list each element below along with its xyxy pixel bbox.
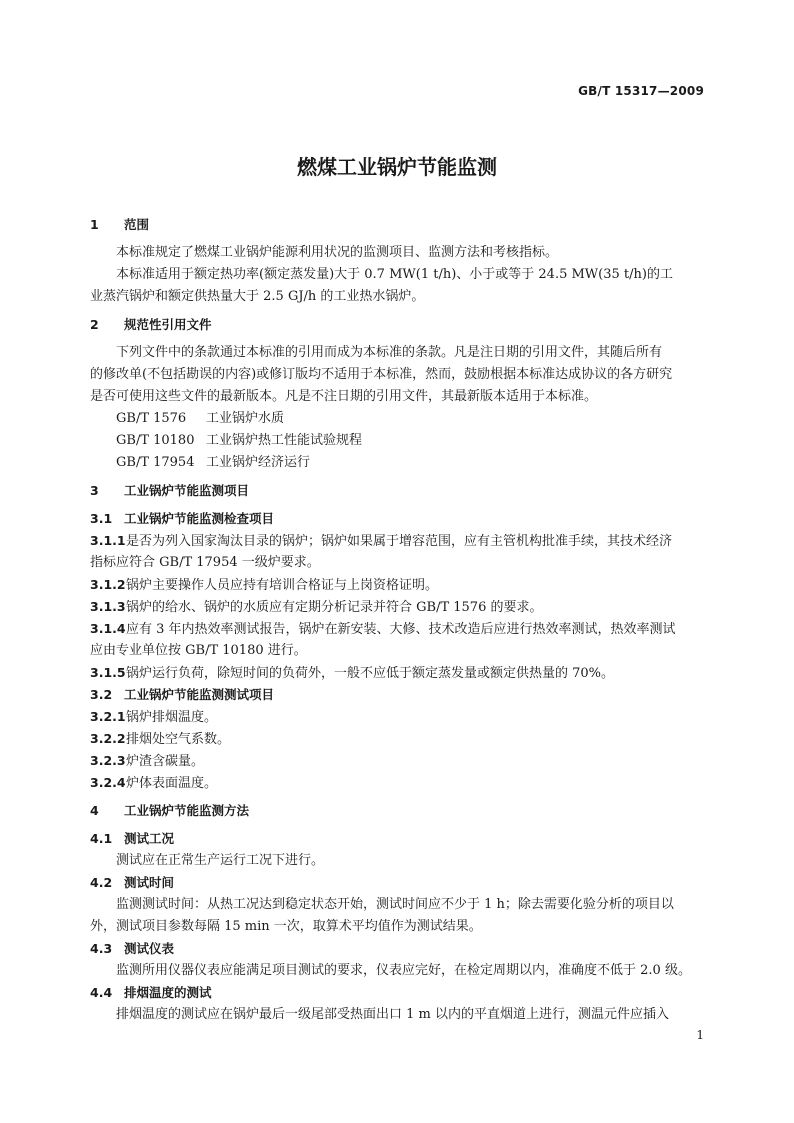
standard-number: GB/T 15317—2009 xyxy=(578,84,704,98)
paragraph: 监测测试时间：从热工况达到稳定状态开始，测试时间应不少于 1 h；除去需要化验分析的项目以 xyxy=(116,897,674,912)
clause: 3.2.1锅炉排烟温度。 xyxy=(90,709,218,725)
paragraph: 指标应符合 GB/T 17954 一级炉要求。 xyxy=(90,555,320,570)
clause: 3.1.2锅炉主要操作人员应持有培训合格证与上岗资格证明。 xyxy=(90,577,439,593)
page-number: 1 xyxy=(696,1028,704,1042)
paragraph: 是否可使用这些文件的最新版本。凡是不注日期的引用文件，其最新版本适用于本标准。 xyxy=(90,389,598,404)
subsection-heading: 4.4 排烟温度的测试 xyxy=(90,985,212,1000)
subsection-heading: 4.1 测试工况 xyxy=(90,831,175,846)
paragraph: 排烟温度的测试应在锅炉最后一级尾部受热面出口 1 m 以内的平直烟道上进行，测温元件应插入 xyxy=(116,1007,669,1022)
clause: 3.2.3炉渣含碳量。 xyxy=(90,753,205,769)
clause: 3.1.1是否为列入国家淘汰目录的锅炉；锅炉如果属于增容范围，应有主管机构批准手续，其技术经济 xyxy=(90,533,673,549)
clause: 3.1.3锅炉的给水、锅炉的水质应有定期分析记录并符合 GB/T 1576 的要求。 xyxy=(90,599,543,615)
subsection-heading: 4.3 测试仪表 xyxy=(90,941,175,956)
paragraph: 本标准适用于额定热功率(额定蒸发量)大于 0.7 MW(1 t/h)、小于或等于 24.5 MW(35 t/h)的工 xyxy=(116,267,673,282)
paragraph: 本标准规定了燃煤工业锅炉能源利用状况的监测项目、监测方法和考核指标。 xyxy=(116,245,559,260)
subsection-heading: 3.2 工业锅炉节能监测测试项目 xyxy=(90,687,275,702)
paragraph: 下列文件中的条款通过本标准的引用而成为本标准的条款。凡是注日期的引用文件，其随后所有 xyxy=(116,345,663,360)
paragraph: 监测所用仪器仪表应能满足项目测试的要求，仪表应完好，在检定周期以内，准确度不低于 2.0 级。 xyxy=(116,963,691,978)
reference-item: GB/T 1576 工业锅炉水质 xyxy=(116,411,285,426)
paragraph: 外，测试项目参数每隔 15 min 一次，取算术平均值作为测试结果。 xyxy=(90,919,482,934)
reference-item: GB/T 10180 工业锅炉热工性能试验规程 xyxy=(116,433,363,448)
section-heading: 4 工业锅炉节能监测方法 xyxy=(90,803,250,818)
clause: 3.1.5锅炉运行负荷，除短时间的负荷外，一般不应低于额定蒸发量或额定供热量的 70%。 xyxy=(90,665,615,681)
paragraph: 业蒸汽锅炉和额定供热量大于 2.5 GJ/h 的工业热水锅炉。 xyxy=(90,289,425,304)
subsection-heading: 3.1 工业锅炉节能监测检查项目 xyxy=(90,511,275,526)
subsection-heading: 4.2 测试时间 xyxy=(90,875,175,890)
paragraph: 应由专业单位按 GB/T 10180 进行。 xyxy=(90,643,307,658)
section-heading: 3 工业锅炉节能监测项目 xyxy=(90,483,250,498)
clause: 3.1.4应有 3 年内热效率测试报告，锅炉在新安装、大修、技术改造后应进行热效率测试，热效率测试 xyxy=(90,621,676,637)
document-title: 燃煤工业锅炉节能监测 xyxy=(297,155,497,179)
paragraph: 测试应在正常生产运行工况下进行。 xyxy=(116,853,325,868)
paragraph: 的修改单(不包括勘误的内容)或修订版均不适用于本标准，然而，鼓励根据本标准达成协议的各方研究 xyxy=(90,367,673,382)
document-body xyxy=(90,214,708,1026)
section-heading: 2 规范性引用文件 xyxy=(90,317,212,332)
section-heading: 1 范围 xyxy=(90,217,150,232)
clause: 3.2.4炉体表面温度。 xyxy=(90,775,218,791)
clause: 3.2.2排烟处空气系数。 xyxy=(90,731,231,747)
reference-item: GB/T 17954 工业锅炉经济运行 xyxy=(116,455,311,470)
